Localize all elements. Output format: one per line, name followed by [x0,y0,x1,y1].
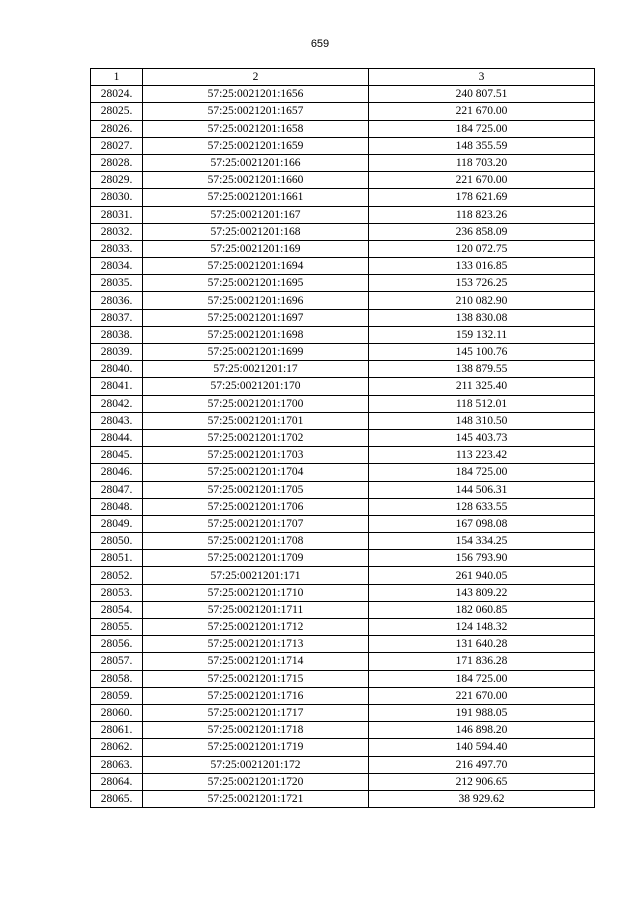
row-number-cell: 28064. [91,773,143,790]
table-row [91,258,595,275]
cadastral-value-cell: 138 830.08 [369,309,595,326]
cadastral-value-cell: 184 725.00 [369,464,595,481]
table-row [91,86,595,103]
row-number-cell: 28048. [91,498,143,515]
table-row [91,447,595,464]
table-row [91,722,595,739]
table-row [91,687,595,704]
cadastral-value-cell: 38 929.62 [369,790,595,807]
cadastral-value-cell: 146 898.20 [369,722,595,739]
cadastral-value-cell: 148 355.59 [369,137,595,154]
cadastral-number-cell: 57:25:0021201:1656 [143,86,369,103]
row-number-cell: 28036. [91,292,143,309]
cadastral-number-cell: 57:25:0021201:167 [143,206,369,223]
cadastral-number-cell: 57:25:0021201:172 [143,756,369,773]
row-number-cell: 28040. [91,361,143,378]
row-number-cell: 28039. [91,344,143,361]
cadastral-number-cell: 57:25:0021201:1717 [143,704,369,721]
cadastral-number-cell: 57:25:0021201:1703 [143,447,369,464]
cadastral-number-cell: 57:25:0021201:1657 [143,103,369,120]
row-number-cell: 28047. [91,481,143,498]
table-row [91,773,595,790]
cadastral-number-cell: 57:25:0021201:1718 [143,722,369,739]
cadastral-value-cell: 221 670.00 [369,103,595,120]
cadastral-value-cell: 118 823.26 [369,206,595,223]
cadastral-number-cell: 57:25:0021201:1661 [143,189,369,206]
cadastral-number-cell: 57:25:0021201:1705 [143,481,369,498]
row-number-cell: 28049. [91,515,143,532]
row-number-cell: 28041. [91,378,143,395]
cadastral-number-cell: 57:25:0021201:17 [143,361,369,378]
table-row [91,429,595,446]
table-row [91,395,595,412]
row-number-cell: 28058. [91,670,143,687]
table-row [91,120,595,137]
cadastral-number-cell: 57:25:0021201:171 [143,567,369,584]
cadastral-value-cell: 148 310.50 [369,412,595,429]
row-number-cell: 28061. [91,722,143,739]
table-row [91,670,595,687]
table-row [91,550,595,567]
table-row [91,567,595,584]
cadastral-value-cell: 124 148.32 [369,619,595,636]
row-number-cell: 28045. [91,447,143,464]
cadastral-number-cell: 57:25:0021201:170 [143,378,369,395]
row-number-cell: 28028. [91,154,143,171]
row-number-cell: 28044. [91,429,143,446]
cadastral-value-cell: 210 082.90 [369,292,595,309]
cadastral-number-cell: 57:25:0021201:1702 [143,429,369,446]
table-row [91,584,595,601]
row-number-cell: 28050. [91,533,143,550]
cadastral-number-cell: 57:25:0021201:1708 [143,533,369,550]
table-row [91,103,595,120]
cadastral-value-cell: 167 098.08 [369,515,595,532]
row-number-cell: 28027. [91,137,143,154]
cadastral-number-cell: 57:25:0021201:1712 [143,619,369,636]
cadastral-number-cell: 57:25:0021201:1696 [143,292,369,309]
cadastral-number-cell: 57:25:0021201:1695 [143,275,369,292]
row-number-cell: 28029. [91,172,143,189]
row-number-cell: 28059. [91,687,143,704]
table-row [91,378,595,395]
row-number-cell: 28025. [91,103,143,120]
table-row [91,189,595,206]
cadastral-value-cell: 145 100.76 [369,344,595,361]
table-row [91,601,595,618]
table-row [91,636,595,653]
table-row [91,292,595,309]
cadastral-number-cell: 57:25:0021201:1707 [143,515,369,532]
cadastral-value-cell: 221 670.00 [369,172,595,189]
cadastral-number-cell: 57:25:0021201:1713 [143,636,369,653]
cadastral-number-cell: 57:25:0021201:1711 [143,601,369,618]
cadastral-number-cell: 57:25:0021201:1716 [143,687,369,704]
cadastral-number-cell: 57:25:0021201:1658 [143,120,369,137]
row-number-cell: 28065. [91,790,143,807]
cadastral-number-cell: 57:25:0021201:1719 [143,739,369,756]
table-row [91,481,595,498]
table-row [91,739,595,756]
table-row [91,309,595,326]
header-cell-cadastral-number: 2 [143,69,369,86]
row-number-cell: 28053. [91,584,143,601]
cadastral-value-cell: 216 497.70 [369,756,595,773]
table-row [91,704,595,721]
cadastral-value-cell: 156 793.90 [369,550,595,567]
cadastral-value-cell: 159 132.11 [369,326,595,343]
row-number-cell: 28046. [91,464,143,481]
row-number-cell: 28037. [91,309,143,326]
cadastral-value-cell: 145 403.73 [369,429,595,446]
row-number-cell: 28043. [91,412,143,429]
cadastral-value-cell: 128 633.55 [369,498,595,515]
cadastral-number-cell: 57:25:0021201:1714 [143,653,369,670]
header-cell-number: 1 [91,69,143,86]
cadastral-value-cell: 171 836.28 [369,653,595,670]
table-row [91,206,595,223]
row-number-cell: 28042. [91,395,143,412]
cadastral-value-cell: 178 621.69 [369,189,595,206]
row-number-cell: 28057. [91,653,143,670]
row-number-cell: 28035. [91,275,143,292]
row-number-cell: 28024. [91,86,143,103]
cadastral-value-cell: 140 594.40 [369,739,595,756]
table-row [91,223,595,240]
cadastral-value-cell: 118 703.20 [369,154,595,171]
table-row [91,533,595,550]
cadastral-number-cell: 57:25:0021201:1699 [143,344,369,361]
cadastral-value-cell: 138 879.55 [369,361,595,378]
cadastral-value-cell: 236 858.09 [369,223,595,240]
row-number-cell: 28055. [91,619,143,636]
cadastral-value-cell: 133 016.85 [369,258,595,275]
table-row [91,790,595,807]
row-number-cell: 28030. [91,189,143,206]
row-number-cell: 28032. [91,223,143,240]
cadastral-value-cell: 144 506.31 [369,481,595,498]
table-row [91,515,595,532]
cadastral-value-cell: 184 725.00 [369,120,595,137]
table-header-row [91,69,595,86]
cadastral-number-cell: 57:25:0021201:1660 [143,172,369,189]
cadastral-number-cell: 57:25:0021201:1709 [143,550,369,567]
row-number-cell: 28026. [91,120,143,137]
row-number-cell: 28054. [91,601,143,618]
table-row [91,619,595,636]
table-body [91,86,595,808]
cadastral-value-cell: 261 940.05 [369,567,595,584]
table-row [91,344,595,361]
header-cell-value: 3 [369,69,595,86]
cadastral-number-cell: 57:25:0021201:1697 [143,309,369,326]
cadastral-number-cell: 57:25:0021201:169 [143,240,369,257]
page-number: 659 [310,38,330,50]
table-row [91,464,595,481]
row-number-cell: 28038. [91,326,143,343]
cadastral-value-cell: 240 807.51 [369,86,595,103]
table-row [91,275,595,292]
cadastral-value-cell: 212 906.65 [369,773,595,790]
table-row [91,361,595,378]
cadastral-value-cell: 153 726.25 [369,275,595,292]
cadastral-number-cell: 57:25:0021201:1721 [143,790,369,807]
table-row [91,412,595,429]
cadastral-value-cell: 182 060.85 [369,601,595,618]
cadastral-number-cell: 57:25:0021201:1701 [143,412,369,429]
row-number-cell: 28034. [91,258,143,275]
table-row [91,154,595,171]
cadastral-value-cell: 143 809.22 [369,584,595,601]
cadastral-value-cell: 131 640.28 [369,636,595,653]
table-row [91,498,595,515]
cadastral-number-cell: 57:25:0021201:1700 [143,395,369,412]
cadastral-number-cell: 57:25:0021201:166 [143,154,369,171]
cadastral-number-cell: 57:25:0021201:1698 [143,326,369,343]
cadastral-value-cell: 118 512.01 [369,395,595,412]
table-row [91,172,595,189]
cadastral-number-cell: 57:25:0021201:1710 [143,584,369,601]
table-row [91,756,595,773]
cadastral-value-cell: 191 988.05 [369,704,595,721]
table-row [91,137,595,154]
cadastral-number-cell: 57:25:0021201:1720 [143,773,369,790]
row-number-cell: 28056. [91,636,143,653]
table-row [91,240,595,257]
row-number-cell: 28060. [91,704,143,721]
cadastral-value-cell: 221 670.00 [369,687,595,704]
row-number-cell: 28062. [91,739,143,756]
table-row [91,326,595,343]
row-number-cell: 28033. [91,240,143,257]
cadastral-number-cell: 57:25:0021201:1715 [143,670,369,687]
cadastral-value-cell: 154 334.25 [369,533,595,550]
cadastral-value-cell: 184 725.00 [369,670,595,687]
row-number-cell: 28031. [91,206,143,223]
cadastral-number-cell: 57:25:0021201:168 [143,223,369,240]
cadastral-value-table [90,68,595,808]
cadastral-number-cell: 57:25:0021201:1706 [143,498,369,515]
row-number-cell: 28063. [91,756,143,773]
cadastral-value-cell: 211 325.40 [369,378,595,395]
cadastral-number-cell: 57:25:0021201:1694 [143,258,369,275]
cadastral-value-cell: 120 072.75 [369,240,595,257]
row-number-cell: 28051. [91,550,143,567]
row-number-cell: 28052. [91,567,143,584]
cadastral-number-cell: 57:25:0021201:1704 [143,464,369,481]
table-row [91,653,595,670]
cadastral-number-cell: 57:25:0021201:1659 [143,137,369,154]
cadastral-value-cell: 113 223.42 [369,447,595,464]
